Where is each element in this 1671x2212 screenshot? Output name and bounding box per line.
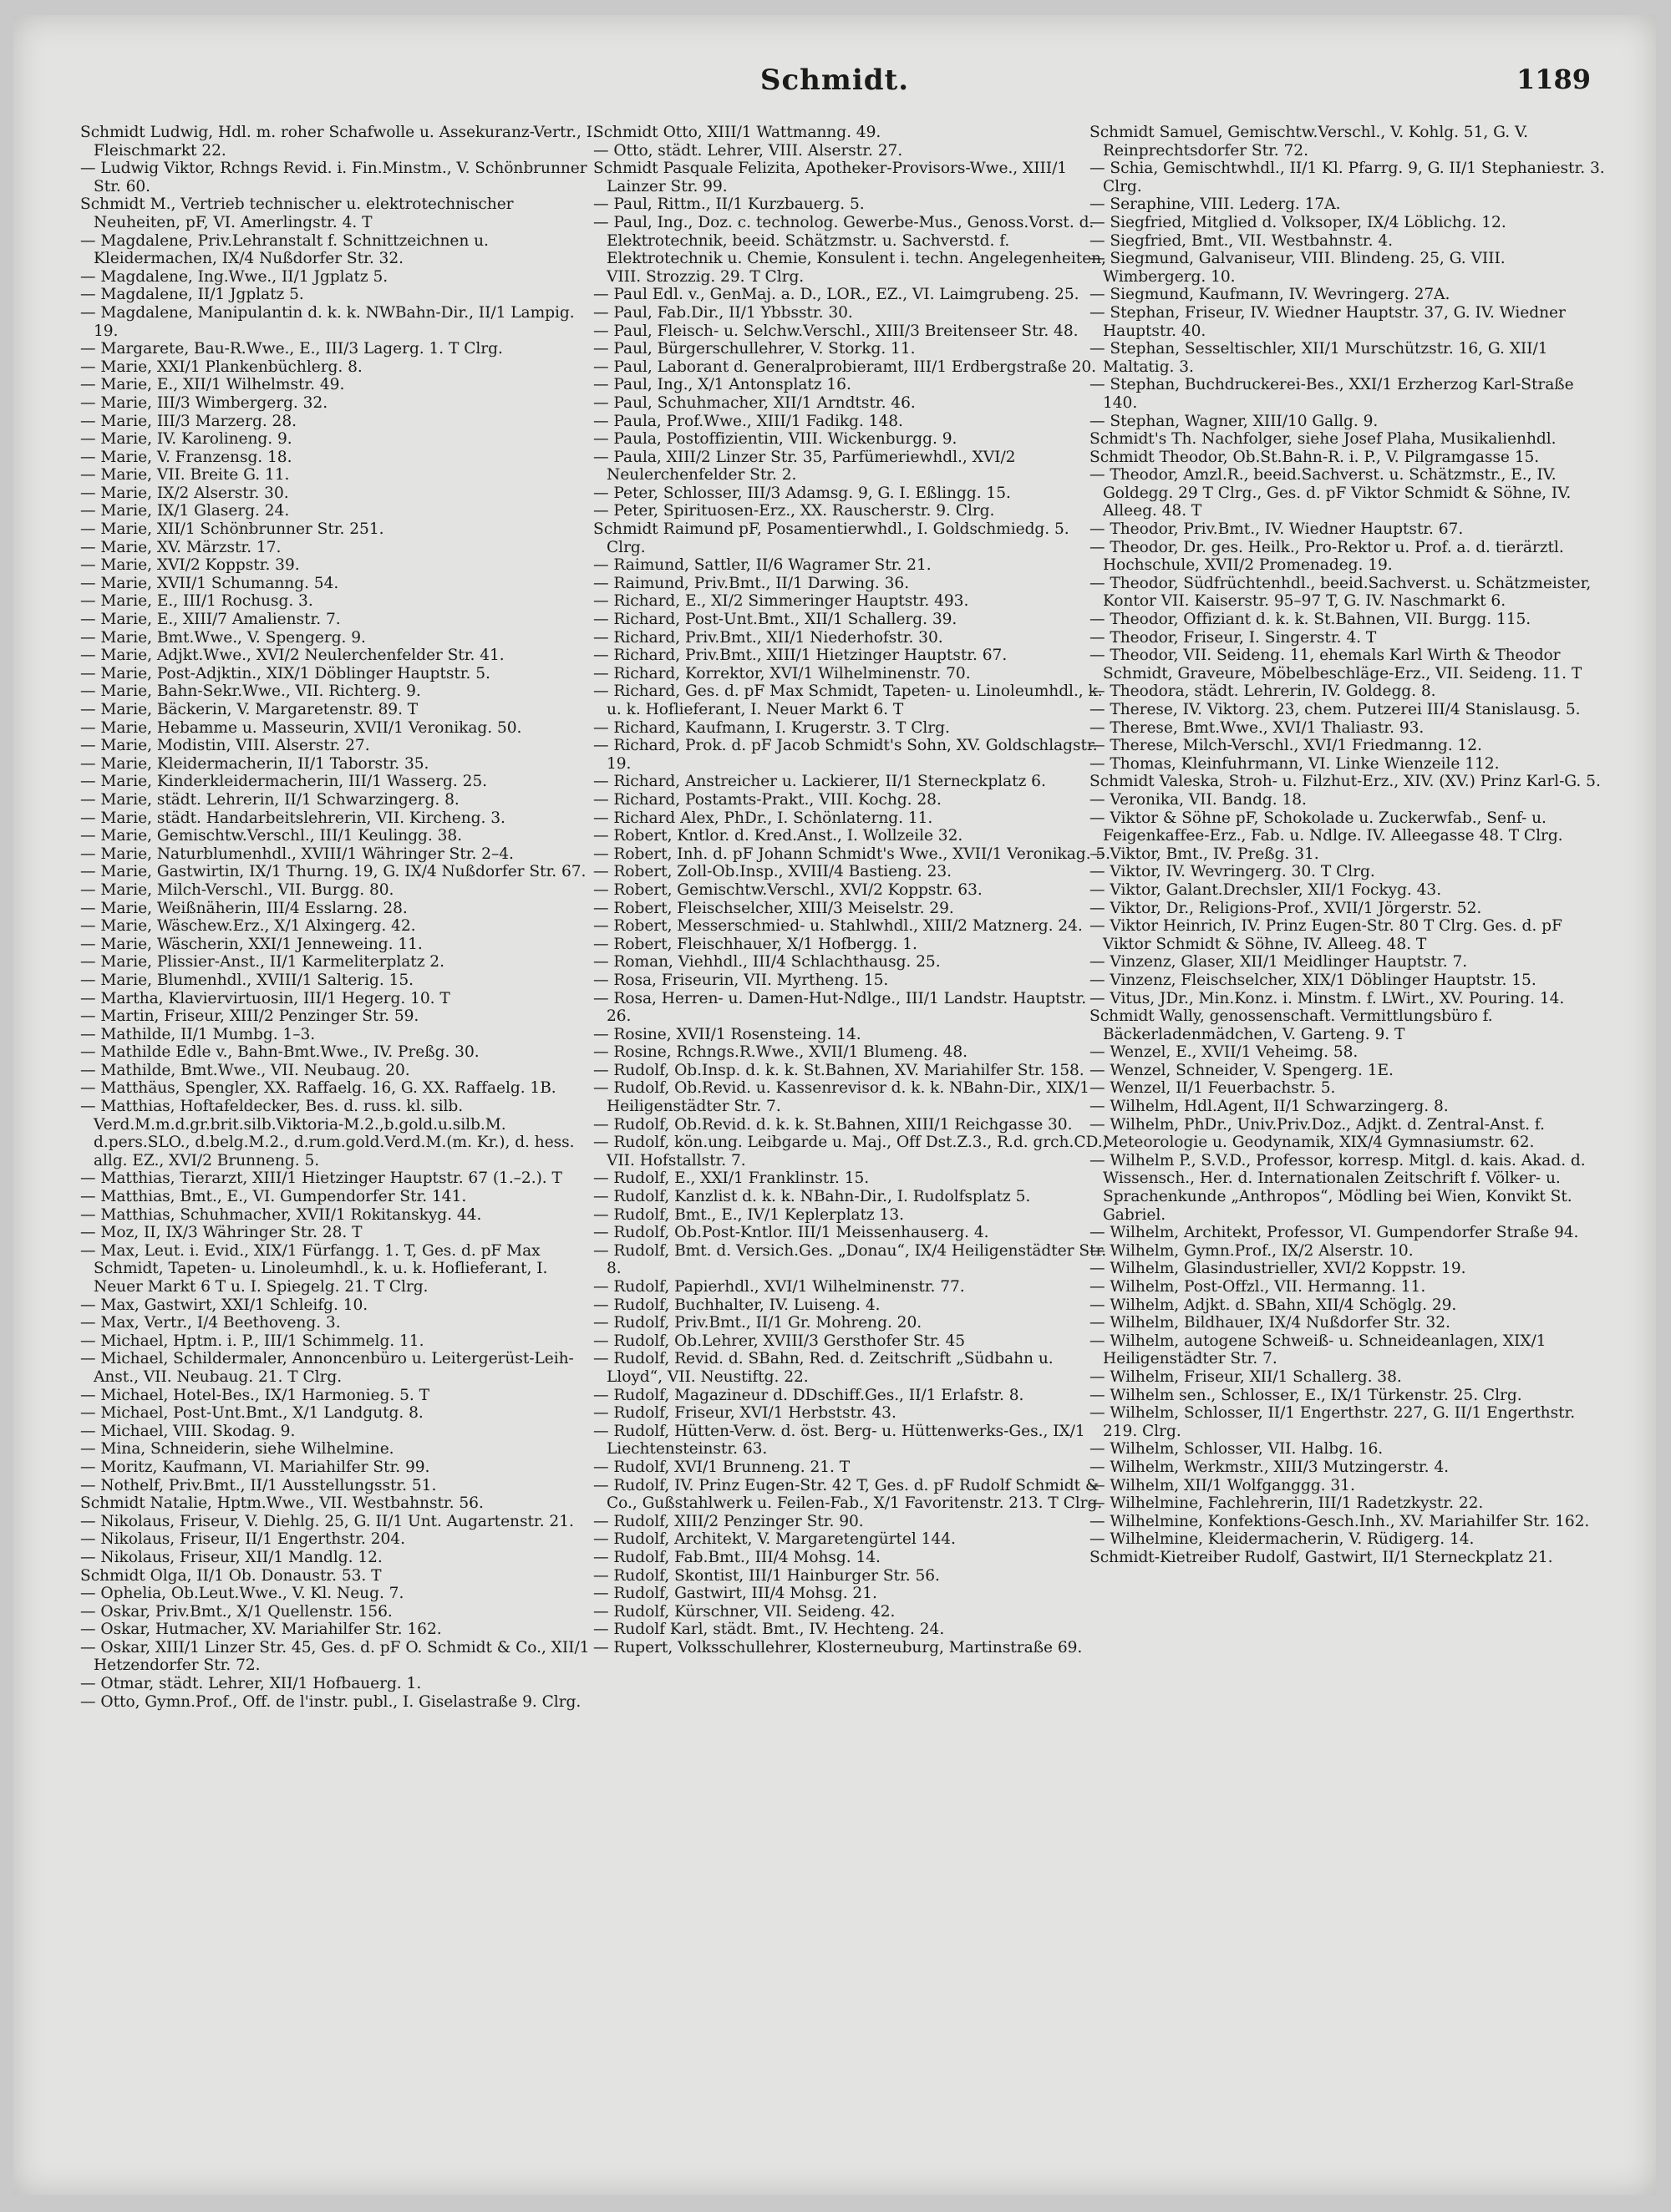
directory-entry: — Mina, Schneiderin, siehe Wilhelmine. [80,1440,394,1459]
directory-entry: — Wilhelm, autogene Schweiß- u. Schneideanlagen, XIX/1 Heiligenstädter Str. 7. [1089,1332,1547,1368]
directory-entry: — Marie, IV. Karolineng. 9. [80,430,292,449]
directory-entry: — Marie, E., III/1 Rochusg. 3. [80,592,313,611]
directory-entry: — Matthäus, Spengler, XX. Raffaelg. 16, G. XX. Raffaelg. 1B. [80,1079,556,1098]
directory-entry: — Wilhelm, Hdl.Agent, II/1 Schwarzingerg. 8. [1089,1098,1449,1116]
directory-entry: — Nikolaus, Friseur, II/1 Engerthstr. 204. [80,1530,405,1549]
directory-entry: — Rudolf, Bmt. d. Versich.Ges. „Donau“, IX/4 Heiligenstädter Str. 8. [593,1241,1107,1278]
directory-entry: — Rudolf, Ob.Post-Kntlor. III/1 Meissenhauserg. 4. [593,1224,989,1242]
directory-entry: — Vinzenz, Fleischselcher, XIX/1 Döblinger Hauptstr. 15. [1089,971,1536,989]
directory-entry: — Rudolf, Kanzlist d. k. k. NBahn-Dir., I. Rudolfsplatz 5. [593,1188,1031,1206]
directory-entry: — Richard, Post-Unt.Bmt., XII/1 Schallerg. 39. [593,611,957,629]
directory-entry: — Rudolf, Hütten-Verw. d. öst. Berg- u. Hüttenwerks-Ges., IX/1 Liechtensteinstr. 63. [593,1422,1085,1459]
directory-entry: — Rudolf, E., XXI/1 Franklinstr. 15. [593,1169,870,1188]
directory-page [13,15,1656,2195]
directory-entry: — Marie, XXI/1 Plankenbüchlerg. 8. [80,358,363,376]
directory-entry: — Raimund, Sattler, II/6 Wagramer Str. 21. [593,556,932,575]
directory-entry: — Richard, Prok. d. pF Jacob Schmidt's Sohn, XV. Goldschlagstr. 19. [593,737,1098,773]
directory-entry: — Moz, II, IX/3 Währinger Str. 28. T [80,1224,363,1242]
directory-entry: — Wilhelm, Glasindustrieller, XVI/2 Koppstr. 19. [1089,1260,1466,1278]
directory-entry: — Marie, städt. Handarbeitslehrerin, VII. Kircheng. 3. [80,809,505,827]
directory-entry: — Magdalene, II/1 Jgplatz 5. [80,286,304,304]
directory-entry: — Robert, Fleischselcher, XIII/3 Meiselstr. 29. [593,899,954,917]
directory-entry: — Marie, Plissier-Anst., II/1 Karmeliterplatz 2. [80,953,444,972]
directory-entry: — Matthias, Schuhmacher, XVII/1 Rokitanskyg. 44. [80,1205,482,1224]
directory-entry: — Rudolf, Ob.Revid. d. k. k. St.Bahnen, XIII/1 Reichgasse 30. [593,1115,1073,1134]
directory-entry: — Marie, XVI/2 Koppstr. 39. [80,556,300,575]
directory-entry: Schmidt M., Vertrieb technischer u. elektrotechnischer Neuheiten, pF, VI. Amerlingstr. 4. T [80,195,514,231]
directory-entry: — Moritz, Kaufmann, VI. Mariahilfer Str. 99. [80,1458,430,1476]
directory-entry: — Michael, Hptm. i. P., III/1 Schimmelg. 11. [80,1332,424,1350]
directory-entry: — Marie, Blumenhdl., XVIII/1 Salterig. 15. [80,971,414,989]
directory-entry: — Paul, Ing., X/1 Antonsplatz 16. [593,376,851,394]
directory-entry: — Marie, III/3 Marzerg. 28. [80,412,297,430]
directory-entry: — Peter, Schlosser, III/3 Adamsg. 9, G. I. Eßlingg. 15. [593,484,1011,502]
directory-entry: — Martha, Klaviervirtuosin, III/1 Hegerg. 10. T [80,989,450,1007]
directory-entry: — Stephan, Sesseltischler, XII/1 Murschützstr. 16, G. XII/1 Maltatig. 3. [1089,340,1548,376]
directory-entry: — Wilhelm, Friseur, XII/1 Schallerg. 38. [1089,1367,1402,1386]
directory-entry: — Oskar, XIII/1 Linzer Str. 45, Ges. d. pF O. Schmidt & Co., XII/1 Hetzendorfer Str. 72. [80,1638,590,1675]
directory-entry: — Richard Alex, PhDr., I. Schönlaterng. 11. [593,809,933,827]
directory-entry: — Vinzenz, Glaser, XII/1 Meidlinger Hauptstr. 7. [1089,953,1468,972]
directory-entry: — Therese, Bmt.Wwe., XVI/1 Thaliastr. 93. [1089,718,1425,737]
directory-entry: — Marie, IX/2 Alserstr. 30. [80,484,289,502]
directory-entry: — Marie, Bahn-Sekr.Wwe., VII. Richterg. 9. [80,682,421,701]
directory-entry: — Robert, Gemischtw.Verschl., XVI/2 Koppstr. 63. [593,880,983,899]
directory-entry: — Otmar, städt. Lehrer, XII/1 Hofbauerg. 1. [80,1675,422,1693]
directory-entry: — Paul, Ing., Doz. c. technolog. Gewerbe-Mus., Genoss.Vorst. d. Elektrotechnik, beeid. Schätzmstr. u. Sachverstd. f. Elektrotechnik u. Chemie, Konsulent i. techn. Angelegenheiten, VIII. Strozzig. 29. T Clrg. [593,213,1106,286]
directory-entry: — Therese, IV. Viktorg. 23, chem. Putzerei III/4 Stanislausg. 5. [1089,701,1581,718]
directory-entry: Schmidt Samuel, Gemischtw.Verschl., V. Kohlg. 51, G. V. Reinprechtsdorfer Str. 72. [1089,124,1528,160]
directory-entry: — Otto, Gymn.Prof., Off. de l'instr. publ., I. Giselastraße 9. Clrg. [80,1692,582,1711]
directory-entry: — Rosa, Herren- u. Damen-Hut-Ndlge., III/1 Landstr. Hauptstr. 26. [593,989,1087,1026]
directory-entry: — Schia, Gemischtwhdl., II/1 Kl. Pfarrg. 9, G. II/1 Stephaniestr. 3. Clrg. [1089,160,1605,195]
directory-entry: — Wilhelmine, Konfektions-Gesch.Inh., XV. Mariahilfer Str. 162. [1089,1512,1590,1530]
column-middle [593,124,1111,2162]
directory-entry: — Siegfried, Mitglied d. Volksoper, IX/4 Löblichg. 12. [1089,213,1506,231]
directory-entry: — Margarete, Bau-R.Wwe., E., III/3 Lagerg. 1. T Clrg. [80,340,503,358]
directory-entry: — Richard, Korrektor, XVI/1 Wilhelminenstr. 70. [593,664,971,682]
directory-entry: — Rudolf, Priv.Bmt., II/1 Gr. Mohreng. 20. [593,1314,922,1332]
directory-entry: — Marie, städt. Lehrerin, II/1 Schwarzingerg. 8. [80,790,460,809]
directory-entry: — Marie, E., XII/1 Wilhelmstr. 49. [80,376,345,394]
directory-entry: — Wilhelm, Post-Offzl., VII. Hermanng. 11. [1089,1278,1426,1296]
directory-entry: — Paula, Postoffizientin, VIII. Wickenburgg. 9. [593,430,957,449]
directory-entry: — Mathilde, II/1 Mumbg. 1–3. [80,1025,316,1043]
directory-entry: — Viktor Heinrich, IV. Prinz Eugen-Str. 80 T Clrg. Ges. d. pF Viktor Schmidt & Söhne, IV. Alleeg. 48. T [1089,917,1562,953]
directory-entry: Schmidt Otto, XIII/1 Wattmanng. 49. [593,124,881,141]
directory-entry: — Rudolf, Architekt, V. Margaretengürtel 144. [593,1530,956,1549]
directory-entry: — Robert, Inh. d. pF Johann Schmidt's Wwe., XVII/1 Veronikag. 5. [593,845,1111,863]
directory-entry: — Therese, Milch-Verschl., XVI/1 Friedmanng. 12. [1089,737,1482,755]
directory-entry: — Veronika, VII. Bandg. 18. [1089,790,1307,809]
directory-entry: — Viktor, IV. Wevringerg. 30. T Clrg. [1089,863,1375,881]
directory-entry: — Richard, Priv.Bmt., XIII/1 Hietzinger Hauptstr. 67. [593,647,1008,665]
directory-entry: — Robert, Messerschmied- u. Stahlwhdl., XIII/2 Matznerg. 24. [593,917,1083,936]
directory-entry: — Viktor & Söhne pF, Schokolade u. Zuckerwfab., Senf- u. Feigenkaffee-Erz., Fab. u. Ndlge. IV. Alleegasse 48. T Clrg. [1089,809,1563,845]
directory-entry: — Michael, Hotel-Bes., IX/1 Harmonieg. 5. T [80,1386,429,1404]
directory-entry: — Nikolaus, Friseur, V. Diehlg. 25, G. II/1 Unt. Augartenstr. 21. [80,1512,574,1530]
directory-entry: — Robert, Zoll-Ob.Insp., XVIII/4 Bastieng. 23. [593,863,952,881]
directory-entry: — Robert, Fleischhauer, X/1 Hofbergg. 1. [593,935,917,953]
directory-entry: — Rudolf, XVI/1 Brunneng. 21. T [593,1458,851,1476]
directory-entry: — Oskar, Priv.Bmt., X/1 Quellenstr. 156. [80,1602,393,1621]
directory-entry: — Rudolf, XIII/2 Penzinger Str. 90. [593,1512,864,1530]
directory-entry: — Rudolf, Fab.Bmt., III/4 Mohsg. 14. [593,1548,881,1566]
directory-entry: — Rudolf, Skontist, III/1 Hainburger Str. 56. [593,1566,940,1585]
directory-entry: — Marie, Post-Adjktin., XIX/1 Döblinger Hauptstr. 5. [80,664,490,682]
directory-entry: — Marie, Bmt.Wwe., V. Spengerg. 9. [80,628,366,647]
directory-entry: — Wilhelm, Werkmstr., XIII/3 Mutzingerstr. 4. [1089,1458,1449,1476]
directory-entry: — Paul Edl. v., GenMaj. a. D., LOR., EZ., VI. Laimgrubeng. 25. [593,286,1079,304]
directory-entry: Schmidt Ludwig, Hdl. m. roher Schafwolle u. Assekuranz-Vertr., I. Fleischmarkt 22. [80,124,597,160]
directory-entry: — Siegmund, Kaufmann, IV. Wevringerg. 27A. [1089,286,1450,304]
directory-entry: — Matthias, Tierarzt, XIII/1 Hietzinger Hauptstr. 67 (1.–2.). T [80,1169,562,1188]
directory-entry: — Paul, Laborant d. Generalprobieramt, III/1 Erdbergstraße 20. [593,358,1096,376]
directory-entry: Schmidt Theodor, Ob.St.Bahn-R. i. P., V. Pilgramgasse 15. [1089,448,1540,466]
directory-entry: — Marie, Wäscherin, XXI/1 Jenneweing. 11. [80,935,423,953]
directory-entry: — Wilhelm P., S.V.D., Professor, korresp. Mitgl. d. kais. Akad. d. Wissensch., Her. d. Internationalen Zeitschrift f. Völker- u. Sprachenkunde „Anthropos“, Mödling bei Wien, Konvikt St. Gabriel. [1089,1151,1586,1224]
directory-entry: — Marie, Weißnäherin, III/4 Esslarng. 28. [80,899,408,917]
directory-entry: — Michael, VIII. Skodag. 9. [80,1422,296,1440]
directory-entry: — Rudolf, Buchhalter, IV. Luiseng. 4. [593,1296,881,1314]
directory-entry: — Marie, IX/1 Glaserg. 24. [80,502,290,520]
directory-entry: — Viktor, Dr., Religions-Prof., XVII/1 Jörgerstr. 52. [1089,899,1482,917]
directory-entry: — Marie, Kleidermacherin, II/1 Taborstr. 35. [80,754,429,773]
directory-entry: — Marie, Modistin, VIII. Alserstr. 27. [80,737,370,755]
directory-entry: — Marie, Gemischtw.Verschl., III/1 Keulingg. 38. [80,827,463,845]
directory-entry: — Wilhelm, Adjkt. d. SBahn, XII/4 Schöglg. 29. [1089,1296,1457,1314]
directory-entry: — Peter, Spirituosen-Erz., XX. Rauscherstr. 9. Clrg. [593,502,995,520]
directory-entry: — Paula, XIII/2 Linzer Str. 35, Parfümeriewhdl., XVI/2 Neulerchenfelder Str. 2. [593,448,1016,485]
directory-entry: — Theodor, Amzl.R., beeid.Sachverst. u. Schätzmstr., E., IV. Goldegg. 29 T Clrg., Ges. d. pF Viktor Schmidt & Söhne, IV. Alleeg. 48. T [1089,466,1572,520]
directory-entry: — Marie, XV. Märzstr. 17. [80,538,282,556]
directory-entry: — Paul, Bürgerschullehrer, V. Storkg. 11. [593,340,916,358]
directory-entry: — Magdalene, Ing.Wwe., II/1 Jgplatz 5. [80,267,389,286]
directory-entry: — Marie, Milch-Verschl., VII. Burgg. 80. [80,880,394,899]
directory-entry: — Vitus, JDr., Min.Konz. i. Minstm. f. LWirt., XV. Pouring. 14. [1089,989,1565,1007]
directory-entry: — Mathilde Edle v., Bahn-Bmt.Wwe., IV. Preßg. 30. [80,1043,480,1062]
directory-entry: — Theodor, VII. Seideng. 11, ehemals Karl Wirth & Theodor Schmidt, Graveure, Möbelbeschläge-Erz., VII. Seideng. 11. T [1089,647,1582,682]
directory-entry: — Wilhelm sen., Schlosser, E., IX/1 Türkenstr. 25. Clrg. [1089,1386,1522,1404]
directory-entry: — Rosa, Friseurin, VII. Myrtheng. 15. [593,971,889,989]
directory-entry: — Theodor, Dr. ges. Heilk., Pro-Rektor u. Prof. a. d. tierärztl. Hochschule, XVII/2 Promenadeg. 19. [1089,538,1564,575]
directory-entry: — Rudolf, Kürschner, VII. Seideng. 42. [593,1602,896,1621]
directory-entry: Schmidt's Th. Nachfolger, siehe Josef Plaha, Musikalienhdl. [1089,430,1557,449]
directory-entry: — Roman, Viehhdl., III/4 Schlachthausg. 25. [593,953,941,972]
directory-entry: — Magdalene, Priv.Lehranstalt f. Schnittzeichnen u. Kleidermachen, IX/4 Nußdorfer Str. 32. [80,231,489,268]
directory-entry: — Seraphine, VIII. Lederg. 17A. [1089,195,1341,214]
column-left [80,124,598,2162]
directory-entry: — Nikolaus, Friseur, XII/1 Mandlg. 12. [80,1548,383,1566]
directory-entry: — Marie, Adjkt.Wwe., XVI/2 Neulerchenfelder Str. 41. [80,647,505,665]
directory-entry: — Rudolf, Ob.Revid. u. Kassenrevisor d. k. k. NBahn-Dir., XIX/1 Heiligenstädter Str. 7. [593,1079,1089,1116]
directory-entry: — Rudolf, IV. Prinz Eugen-Str. 42 T, Ges. d. pF Rudolf Schmidt & Co., Gußstahlwerk u. Feilen-Fab., X/1 Favoritenstr. 213. T Clrg. [593,1476,1103,1513]
directory-entry: — Marie, Wäschew.Erz., X/1 Alxingerg. 42. [80,917,416,936]
directory-entry: — Paul, Fab.Dir., II/1 Ybbsstr. 30. [593,303,853,322]
directory-entry: — Paul, Schuhmacher, XII/1 Arndtstr. 46. [593,393,916,412]
directory-entry: — Theodor, Priv.Bmt., IV. Wiedner Hauptstr. 67. [1089,520,1464,539]
directory-entry: — Theodor, Offiziant d. k. k. St.Bahnen, VII. Burgg. 115. [1089,611,1531,629]
directory-entry: — Magdalene, Manipulantin d. k. k. NWBahn-Dir., II/1 Lampig. 19. [80,303,575,340]
directory-entry: Schmidt Olga, II/1 Ob. Donaustr. 53. T [80,1566,382,1585]
directory-entry: — Ludwig Viktor, Rchngs Revid. i. Fin.Minstm., V. Schönbrunner Str. 60. [80,160,587,195]
directory-entry: — Martin, Friseur, XIII/2 Penzinger Str. 59. [80,1007,419,1026]
directory-entry: Schmidt Raimund pF, Posamentierwhdl., I. Goldschmiedg. 5. Clrg. [593,520,1069,556]
directory-entry: — Michael, Schildermaler, Annoncenbüro u. Leitergerüst-Leih-Anst., VII. Neubaug. 21. T Clrg. [80,1350,574,1386]
page-header [13,63,1656,114]
directory-entry: — Richard, Postamts-Prakt., VIII. Kochg. 28. [593,790,942,809]
directory-entry: — Richard, Kaufmann, I. Krugerstr. 3. T Clrg. [593,718,950,737]
directory-entry: — Paula, Prof.Wwe., XIII/1 Fadikg. 148. [593,412,903,430]
directory-entry: Schmidt Pasquale Felizita, Apotheker-Provisors-Wwe., XIII/1 Lainzer Str. 99. [593,160,1068,195]
directory-entry: — Rudolf Karl, städt. Bmt., IV. Hechteng. 24. [593,1621,945,1639]
directory-entry: — Richard, Anstreicher u. Lackierer, II/1 Sterneckplatz 6. [593,773,1046,791]
directory-entry: — Matthias, Bmt., E., VI. Gumpendorfer Str. 141. [80,1188,467,1206]
directory-entry: — Wilhelmine, Fachlehrerin, III/1 Radetzkystr. 22. [1089,1494,1484,1513]
directory-entry: — Rudolf, Ob.Insp. d. k. k. St.Bahnen, XV. Mariahilfer Str. 158. [593,1061,1084,1079]
directory-entry: — Viktor, Galant.Drechsler, XII/1 Fockyg. 43. [1089,880,1442,899]
directory-entry: — Rudolf, Friseur, XVI/1 Herbststr. 43. [593,1404,896,1423]
directory-entry: — Theodor, Südfrüchtenhdl., beeid.Sachverst. u. Schätzmeister, Kontor VII. Kaiserstr. 95–97 T, G. IV. Naschmarkt 6. [1089,574,1592,611]
directory-entry: — Rudolf, Bmt., E., IV/1 Keplerplatz 13. [593,1205,904,1224]
directory-entry: — Siegfried, Bmt., VII. Westbahnstr. 4. [1089,231,1393,250]
directory-entry: Schmidt Natalie, Hptm.Wwe., VII. Westbahnstr. 56. [80,1494,484,1513]
directory-entry: — Wilhelm, Gymn.Prof., IX/2 Alserstr. 10. [1089,1241,1414,1260]
directory-entry: — Nothelf, Priv.Bmt., II/1 Ausstellungsstr. 51. [80,1476,437,1494]
directory-entry: — Marie, V. Franzensg. 18. [80,448,292,466]
directory-entry: — Raimund, Priv.Bmt., II/1 Darwing. 36. [593,574,910,592]
directory-entry: — Richard, E., XI/2 Simmeringer Hauptstr. 493. [593,592,969,611]
directory-entry: — Paul, Fleisch- u. Selchw.Verschl., XIII/3 Breitenseer Str. 48. [593,322,1079,340]
directory-entry: — Thomas, Kleinfuhrmann, VI. Linke Wienzeile 112. [1089,754,1500,773]
directory-entry: — Max, Vertr., I/4 Beethoveng. 3. [80,1314,341,1332]
directory-entry: — Mathilde, Bmt.Wwe., VII. Neubaug. 20. [80,1061,410,1079]
directory-entry: — Marie, E., XIII/7 Amalienstr. 7. [80,611,341,629]
directory-entry: — Siegmund, Galvaniseur, VIII. Blindeng. 25, G. VIII. Wimbergerg. 10. [1089,250,1506,286]
directory-entry: — Max, Leut. i. Evid., XIX/1 Fürfangg. 1. T, Ges. d. pF Max Schmidt, Tapeten- u. Linoleumhdl., k. u. k. Hoflieferant, I. Neuer Markt 6 T u. I. Spiegelg. 21. T Clrg. [80,1241,548,1296]
directory-entry: — Richard, Ges. d. pF Max Schmidt, Tapeten- u. Linoleumhdl., k. u. k. Hoflieferant, I. Neuer Markt 6. T [593,682,1103,718]
directory-entry: — Marie, Naturblumenhdl., XVIII/1 Währinger Str. 2–4. [80,845,514,863]
directory-entry: — Wenzel, E., XVII/1 Veheimg. 58. [1089,1043,1359,1062]
directory-entry: — Rudolf, Ob.Lehrer, XVIII/3 Gersthofer Str. 45 [593,1332,966,1350]
directory-entry: — Rudolf, Magazineur d. DDschiff.Ges., II/1 Erlafstr. 8. [593,1386,1024,1404]
directory-entry: Schmidt Valeska, Stroh- u. Filzhut-Erz., XIV. (XV.) Prinz Karl-G. 5. [1089,773,1601,791]
directory-entry: — Rosine, Rchngs.R.Wwe., XVII/1 Blumeng. 48. [593,1043,968,1062]
directory-entry: — Stephan, Friseur, IV. Wiedner Hauptstr. 37, G. IV. Wiedner Hauptstr. 40. [1089,303,1566,340]
directory-entry: — Wilhelmine, Kleidermacherin, V. Rüdigerg. 14. [1089,1530,1475,1549]
directory-entry: — Stephan, Buchdruckerei-Bes., XXI/1 Erzherzog Karl-Straße 140. [1089,376,1574,412]
directory-entry: — Ophelia, Ob.Leut.Wwe., V. Kl. Neug. 7. [80,1585,404,1603]
directory-entry: — Otto, städt. Lehrer, VIII. Alserstr. 27. [593,141,903,160]
directory-entry: Schmidt-Kietreiber Rudolf, Gastwirt, II/1 Sterneckplatz 21. [1089,1548,1553,1566]
directory-entry: — Wilhelm, PhDr., Univ.Priv.Doz., Adjkt. d. Zentral-Anst. f. Meteorologie u. Geodynamik, XIX/4 Gymnasiumstr. 62. [1089,1115,1545,1152]
directory-entry: — Max, Gastwirt, XXI/1 Schleifg. 10. [80,1296,368,1314]
page-number: 1189 [1516,63,1591,95]
directory-entry: — Rudolf, Gastwirt, III/4 Mohsg. 21. [593,1585,877,1603]
directory-entry: — Marie, Bäckerin, V. Margaretenstr. 89. T [80,701,419,718]
directory-entry: — Oskar, Hutmacher, XV. Mariahilfer Str. 162. [80,1621,442,1639]
directory-entry: — Rudolf, Papierhdl., XVI/1 Wilhelminenstr. 77. [593,1278,965,1296]
directory-entry: Schmidt Wally, genossenschaft. Vermittlungsbüro f. Bäckerladenmädchen, V. Garteng. 9. T [1089,1007,1493,1043]
directory-entry: — Robert, Kntlor. d. Kred.Anst., I. Wollzeile 32. [593,827,963,845]
directory-entry: — Marie, Kinderkleidermacherin, III/1 Wasserg. 25. [80,773,487,791]
directory-entry: — Wilhelm, XII/1 Wolfganggg. 31. [1089,1476,1355,1494]
directory-entry: — Rudolf, kön.ung. Leibgarde u. Maj., Off Dst.Z.3., R.d. grch.CD., VII. Hofstallstr. 7. [593,1134,1108,1169]
directory-entry: — Marie, III/3 Wimbergerg. 32. [80,393,328,412]
directory-entry: — Wilhelm, Schlosser, II/1 Engerthstr. 227, G. II/1 Engerthstr. 219. Clrg. [1089,1404,1576,1440]
directory-entry: — Paul, Rittm., II/1 Kurzbauerg. 5. [593,195,865,214]
directory-entry: — Theodor, Friseur, I. Singerstr. 4. T [1089,628,1377,647]
directory-entry: — Marie, Hebamme u. Masseurin, XVII/1 Veronikag. 50. [80,718,522,737]
directory-entry: — Wenzel, Schneider, V. Spengerg. 1E. [1089,1061,1394,1079]
directory-entry: — Wilhelm, Schlosser, VII. Halbg. 16. [1089,1440,1384,1459]
directory-entry: — Michael, Post-Unt.Bmt., X/1 Landgutg. 8. [80,1404,424,1423]
directory-entry: — Marie, VII. Breite G. 11. [80,466,290,485]
directory-entry: — Rupert, Volksschullehrer, Klosterneuburg, Martinstraße 69. [593,1638,1083,1656]
directory-entry: — Marie, XVII/1 Schumanng. 54. [80,574,339,592]
directory-entry: — Marie, XII/1 Schönbrunner Str. 251. [80,520,384,539]
directory-entry: — Rosine, XVII/1 Rosensteing. 14. [593,1025,861,1043]
directory-entry: — Matthias, Hoftafeldecker, Bes. d. russ. kl. silb. Verd.M.m.d.gr.brit.silb.Viktoria-M.2.,b.gold.u.silb.M. d.pers.SLO., d.belg.M.2., d.rum.gold.Verd.M.(m. Kr.), d. hess. allg. EZ., XVI/2 Brunneng. 5. [80,1098,575,1169]
directory-entry: — Stephan, Wagner, XIII/10 Gallg. 9. [1089,412,1379,430]
directory-entry: — Richard, Priv.Bmt., XII/1 Niederhofstr. 30. [593,628,943,647]
directory-entry: — Wilhelm, Bildhauer, IX/4 Nußdorfer Str. 32. [1089,1314,1450,1332]
directory-entry: — Theodora, städt. Lehrerin, IV. Goldegg. 8. [1089,682,1436,701]
directory-entry: — Viktor, Bmt., IV. Preßg. 31. [1089,845,1319,863]
directory-entry: — Rudolf, Revid. d. SBahn, Red. d. Zeitschrift „Südbahn u. Lloyd“, VII. Neustiftg. 22. [593,1350,1054,1386]
directory-entry: — Marie, Gastwirtin, IX/1 Thurng. 19, G. IX/4 Nußdorfer Str. 67. [80,863,587,881]
column-right [1089,124,1608,2162]
directory-entry: — Wilhelm, Architekt, Professor, VI. Gumpendorfer Straße 94. [1089,1224,1579,1242]
page-title: Schmidt. [759,63,910,97]
directory-entry: — Wenzel, II/1 Feuerbachstr. 5. [1089,1079,1336,1098]
